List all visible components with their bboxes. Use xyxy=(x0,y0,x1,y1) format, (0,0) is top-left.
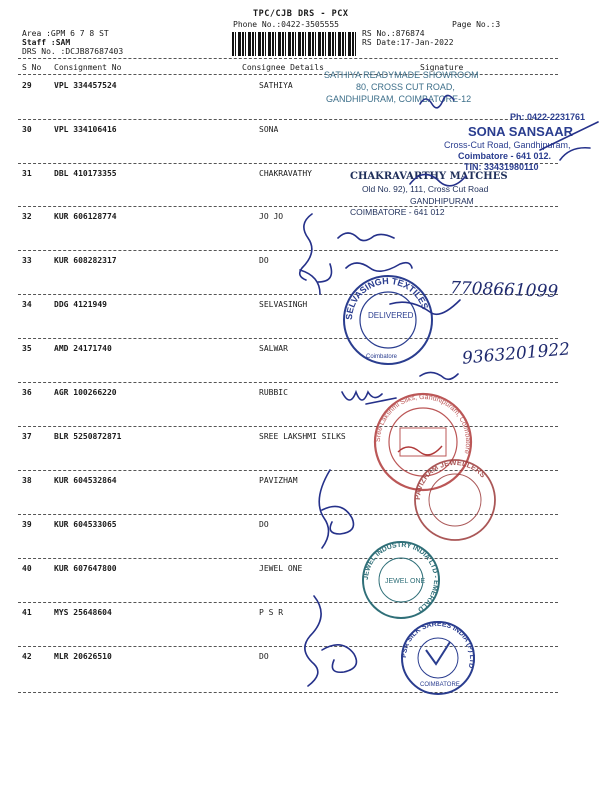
pavizham-ring-text: PAVIZHAM JEWELLERS xyxy=(412,457,488,501)
row-sno: 29 xyxy=(22,81,32,90)
signature-36b xyxy=(366,398,396,404)
sona-stamp-tin: TIN: 33431980110 xyxy=(464,162,539,172)
row-consignment: VPL 334106416 xyxy=(54,125,117,134)
row-sno: 30 xyxy=(22,125,32,134)
rs-date: RS Date:17-Jan-2022 xyxy=(362,38,454,47)
jewel-center-text: JEWEL ONE xyxy=(385,578,426,585)
row-consignee: P S R xyxy=(259,608,284,617)
row-consignment: KUR 608282317 xyxy=(54,256,117,265)
sona-stamp-city: Coimbatore - 641 012. xyxy=(458,151,552,161)
row-consignment: KUR 606128774 xyxy=(54,212,117,221)
row-consignment: KUR 607647800 xyxy=(54,564,117,573)
row-consignment: DDG 4121949 xyxy=(54,300,107,309)
signature-35 xyxy=(420,372,458,379)
row-consignee: JO JO xyxy=(259,212,284,221)
sona-stamp-phone: Ph: 0422-2231761 xyxy=(510,112,586,122)
signature-38 xyxy=(319,470,353,548)
col-consignee: Consignee Details xyxy=(242,63,324,72)
row-sno: 36 xyxy=(22,388,32,397)
row-consignment: VPL 334457524 xyxy=(54,81,117,90)
row-consignee: RUBBIC xyxy=(259,388,288,397)
row-consignee: SATHIYA xyxy=(259,81,293,90)
lakshmi-ring-text: Sree Lakshmi Silks, Gandhipuram, Coimbatore xyxy=(374,393,472,455)
signature-41 xyxy=(305,596,321,686)
row-consignee: CHAKRAVATHY xyxy=(259,169,312,178)
pavizham-seal xyxy=(413,458,495,540)
row-consignee: SELVASINGH xyxy=(259,300,308,309)
phone-number: Phone No.:0422-3505555 xyxy=(233,20,339,29)
signature-31 xyxy=(410,174,466,185)
sathiya-stamp-line1: SATHIYA READYMADE SHOWROOM xyxy=(324,70,479,80)
staff-name: Staff :SAM xyxy=(22,38,71,47)
chakravarthy-stamp-line1: CHAKRAVARTHY MATCHES xyxy=(350,171,508,182)
red-ink-marks xyxy=(398,446,442,455)
row-consignment: MLR 20626510 xyxy=(54,652,112,661)
sona-stamp-address: Cross-Cut Road, Gandhipuram, xyxy=(444,140,571,150)
selvasingh-city-text: Coimbatore xyxy=(366,354,398,360)
psr-seal xyxy=(401,621,475,694)
row-consignee: PAVIZHAM xyxy=(259,476,298,485)
row-consignee: SONA xyxy=(259,125,279,134)
col-consignment: Consignment No xyxy=(54,63,122,72)
chakravarthy-stamp-line4: COIMBATORE - 641 012 xyxy=(350,207,445,217)
row-sno: 34 xyxy=(22,300,32,309)
psr-ring-text: PSR SILK SAREES INDIA (P) LTD xyxy=(400,620,476,669)
rs-number: RS No.:876874 xyxy=(362,29,425,38)
signature-33 xyxy=(318,263,412,282)
row-consignee: DO xyxy=(259,652,269,661)
row-consignee: SREE LAKSHMI SILKS xyxy=(259,432,346,441)
handwritten-phone-1: 7708661099 xyxy=(449,278,559,302)
drs-number: DRS No. :DCJB87687403 xyxy=(22,47,124,56)
svg-text:PAVIZHAM JEWELLERS xyxy=(413,458,488,500)
signature-29 xyxy=(420,95,454,107)
selvasingh-center-text: DELIVERED xyxy=(368,311,414,320)
chakravarthy-stamp-line3: GANDHIPURAM xyxy=(410,196,474,206)
row-consignee: DO xyxy=(259,256,269,265)
sathiya-stamp-line2: 80, CROSS CUT ROAD, xyxy=(356,82,455,92)
sona-stamp-name: SONA SANSAAR xyxy=(468,124,573,139)
row-consignee: DO xyxy=(259,520,269,529)
row-sno: 40 xyxy=(22,564,32,573)
signature-36 xyxy=(342,392,382,400)
handwritten-signatures xyxy=(300,95,598,686)
page-number: Page No.:3 xyxy=(452,20,501,29)
sathiya-stamp-line3: GANDHIPURAM, COIMBATORE-12 xyxy=(326,94,472,104)
row-consignment: BLR 5250872871 xyxy=(54,432,122,441)
signature-32b xyxy=(338,233,394,241)
selvasingh-ring-text: SELVASINGH TEXTILES xyxy=(343,275,431,321)
signature-42 xyxy=(322,645,356,672)
chakravarthy-stamp-line2: Old No. 92), 111, Cross Cut Road xyxy=(362,184,489,194)
document-title: TPC/CJB DRS - PCX xyxy=(253,9,349,19)
area-code: Area :GPM 6 7 8 ST xyxy=(22,29,109,38)
row-consignment: KUR 604532864 xyxy=(54,476,117,485)
row-sno: 32 xyxy=(22,212,32,221)
psr-city-text: COIMBATORE xyxy=(420,682,460,688)
row-consignment: MYS 25648604 xyxy=(54,608,112,617)
row-sno: 41 xyxy=(22,608,32,617)
row-sno: 39 xyxy=(22,520,32,529)
selvasingh-seal xyxy=(344,276,432,364)
jewel-seal xyxy=(363,542,439,618)
col-signature: Signature xyxy=(420,63,464,72)
row-sno: 37 xyxy=(22,432,32,441)
row-consignment: AGR 100266220 xyxy=(54,388,117,397)
row-sno: 35 xyxy=(22,344,32,353)
row-consignment: DBL 410173355 xyxy=(54,169,117,178)
row-consignee: JEWEL ONE xyxy=(259,564,303,573)
row-consignment: AMD 24171740 xyxy=(54,344,112,353)
row-consignment: KUR 604533065 xyxy=(54,520,117,529)
row-sno: 42 xyxy=(22,652,32,661)
row-consignee: SALWAR xyxy=(259,344,288,353)
signature-30 xyxy=(540,122,598,160)
row-sno: 38 xyxy=(22,476,32,485)
signature-33b xyxy=(300,270,320,294)
col-sno: S No xyxy=(22,63,42,72)
jewel-ring-text: JEWEL INDUSTRY INDIA LTD - EMERALD xyxy=(362,541,440,613)
row-sno: 33 xyxy=(22,256,32,265)
handwritten-phone-2: 9363201922 xyxy=(461,339,571,369)
row-sno: 31 xyxy=(22,169,32,178)
